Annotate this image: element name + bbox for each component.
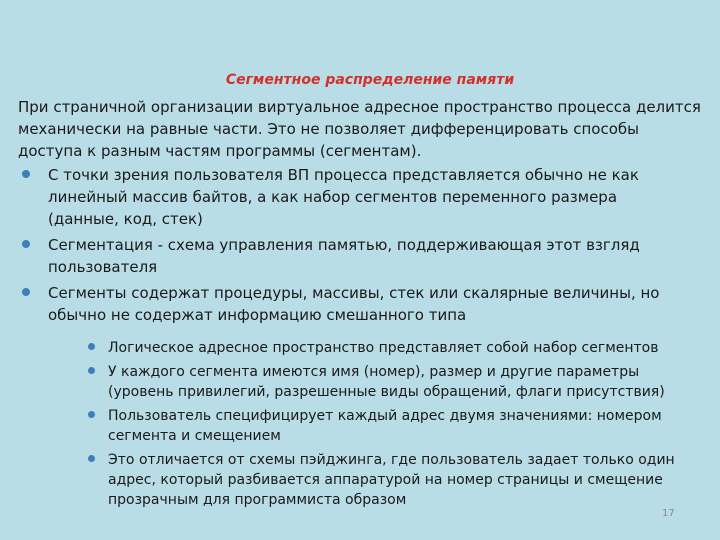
list-item-text: Логическое адресное пространство представляет собой набор сегментов: [108, 340, 659, 356]
list-item: [48, 164, 688, 230]
bullet-icon: [22, 240, 30, 248]
list-item-text: С точки зрения пользователя ВП процесса представляется обычно не как линейный массив байтов, а как набор сегментов переменного размера (данные, код, стек): [48, 166, 639, 228]
bullet-icon: [22, 288, 30, 296]
bullet-list-level2: [108, 338, 688, 514]
list-item: [108, 362, 688, 402]
list-item: [108, 406, 688, 446]
bullet-list-level1: [48, 164, 688, 330]
bullet-icon: [88, 343, 95, 350]
bullet-icon: [88, 411, 95, 418]
slide-title: Сегментное распределение памяти: [225, 72, 515, 88]
list-item-text: Сегменты содержат процедуры, массивы, стек или скалярные величины, но обычно не содержат информацию смешанного типа: [48, 284, 660, 324]
list-item: [108, 338, 688, 358]
bullet-icon: [88, 367, 95, 374]
list-item-text: Сегментация - схема управления памятью, поддерживающая этот взгляд пользователя: [48, 236, 640, 276]
bullet-icon: [88, 455, 95, 462]
list-item-text: Это отличается от схемы пэйджинга, где пользователь задает только один адрес, который разбивается аппаратурой на номер страницы и смещение прозрачным для программиста образом: [108, 452, 675, 508]
page-number: 17: [662, 508, 675, 519]
list-item-text: Пользователь специфицирует каждый адрес двумя значениями: номером сегмента и смещением: [108, 408, 662, 444]
list-item: [48, 234, 688, 278]
list-item: [108, 450, 688, 510]
bullet-icon: [22, 170, 30, 178]
list-item-text: У каждого сегмента имеются имя (номер), размер и другие параметры (уровень привилегий, разрешенные виды обращений, флаги присутствия): [108, 364, 665, 400]
list-item: [48, 282, 688, 326]
intro-paragraph: При страничной организации виртуальное адресное пространство процесса делится механически на равные части. Это не позволяет дифференцировать способы доступа к разным частям программы (сегментам).: [18, 98, 701, 160]
